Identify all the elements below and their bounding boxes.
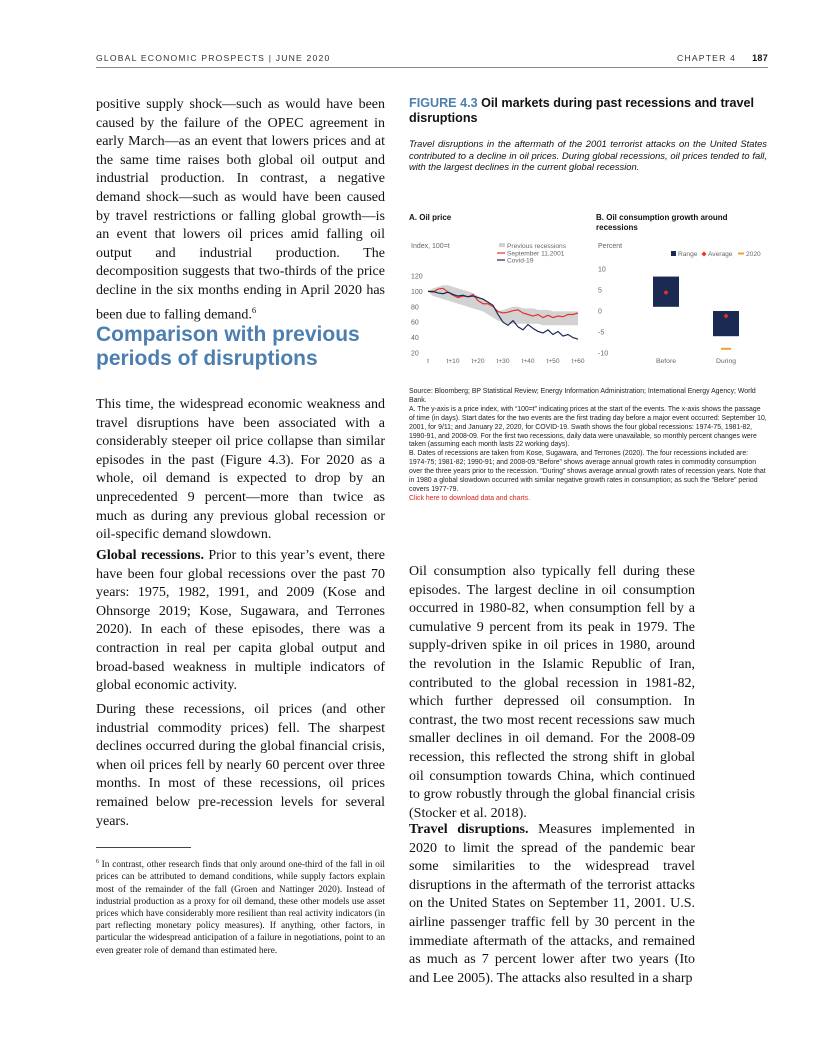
left-paragraph-1 [96,96,385,325]
x-category-label: During [715,358,737,365]
paragraph-text: positive supply shock—such as would have been caused by the failure of the OPEC agreement in early March—as an event that lowers prices and at the same time raises both global oil output and industrial production. In contrast, a negative demand shock—such as would have been caused by travel restrictions or falling global growth—is an event that lowers oil prices amid falling oil output and industrial production. The decomposition suggests that two-thirds of the price decline in the six months ending in April 2020 has been due to falling demand. [96,97,385,323]
legend-previous: Previous recessions [507,243,567,250]
paragraph-text: Measures implemented in 2020 to limit the spread of the pandemic bear some similarities to the widespread travel disruptions in the aftermath of the terrorist attacks on the United States on September 11, 2001. U.S. airline passenger traffic fell by 30 percent in the immediate aftermath of the attacks, and remained as much as 7 percent lower after two years (Ito and Lee 2005). The attacks also resulted in a sharp [409,822,695,986]
figure-subtitle: Travel disruptions in the aftermath of the 2001 terrorist attacks on the United States contributed to a decline in oil prices. During global recessions, oil prices tended to fall, with the largest declines in the current global recession. [409,138,767,173]
legend-average: Average [708,251,733,258]
running-header-title: GLOBAL ECONOMIC PROSPECTS | JUNE 2020 [96,53,331,63]
header-rule [96,67,768,68]
legend-swatch-average [702,252,707,257]
y-tick-label: 80 [411,304,419,312]
footnote-text: In contrast, other research finds that only around one-third of the fall in oil prices can be attributed to demand conditions, while supply factors explain most of the remainder of the fall (Groen and Nattinger 2020). Instead of industrial production as a proxy for oil demand, these other models use asset prices which have considerably more resilient than real activity indicators (in part reflecting monetary policy measures). If anything, other factors, in particular the widespread anticipation of a failure in negotiations, point to an even greater role of demand than estimated here. [96,860,385,956]
x-tick-label: t+50 [546,358,560,365]
x-tick-label: t+20 [471,358,485,365]
legend [497,243,567,265]
x-tick-label: t [427,358,429,365]
y-tick-label: 120 [411,273,423,281]
y-axis-label: Percent [598,243,623,250]
footnote-mark: 6 [96,859,99,865]
legend-swatch-range [671,251,676,256]
x-tick-label: t+60 [571,358,585,365]
paragraph-text: Prior to this year’s event, there have been four global recessions over the past 70 years: 1975, 1982, 1991, and 2009 (Kose and Ohnsorge 2019; Kose, Sugawara, and Terrones 2020). In each of these episodes, there was a contraction in real per capita global output and broad-based weakness in multiple indicators of global economic activity. [96,548,385,694]
note-a: A. The y-axis is a price index, with “100=t” indicating prices at the start of the events. The x-axis shows the passage of time (in days). Start dates for the two events are the first trading day before a major event occurred: September 10, 2001, for 9/11; and January 22, 2020, for COVID-19. Swath shows the four global recessions: 1974-75, 1981-82, 1990-91, and 2008-09. For the first two recessions, daily data were unavailable, so monthly percent changes were taken (assuming each month lasts 22 working days). [409,405,767,449]
figure-title [409,96,769,126]
run-in-heading: Travel disruptions. [409,822,529,837]
oil-price-chart [408,238,594,368]
footnote [96,856,385,957]
legend-sept11: September 11,2001 [507,250,565,258]
source-note: Source: Bloomberg; BP Statistical Review; Energy Information Administration; International Energy Agency; World Bank. [409,388,756,404]
legend-range: Range [678,251,698,258]
x-tick-label: t+40 [521,358,535,365]
paragraph-text: During these recessions, oil prices (and other industrial commodity prices) fell. The sharpest declines occurred during the global financial crisis, when oil prices fell by nearly 60 percent over three months. In most of these recessions, oil prices remained below pre-recession levels for several years. [96,702,385,829]
x-tick-label: t+10 [446,358,460,365]
y-tick-label: 40 [411,335,419,343]
panel-b-title: B. Oil consumption growth around recessions [596,213,728,232]
run-in-heading: Global recessions. [96,548,204,563]
note-b: B. Dates of recessions are taken from Kose, Sugawara, and Terrones (2020). The four recessions included are: 1974-75; 1981-82; 1990-91; and 2008-09.“Before” shows average annual growth rates in commodity consumption over the three years prior to the recession. “During” shows average annual growth rates of recession years. Note that in 1980 a global slowdown occurred with similar negative growth rates in consumption; as such the “Before” period covers 1977-79. [409,450,766,493]
legend-swatch-previous [499,243,505,247]
figure-notes [409,388,767,504]
y-tick-label: -5 [598,329,605,337]
running-header-chapter [677,53,768,63]
paragraph-text: Oil consumption also typically fell during these episodes. The largest decline in oil consumption occurred in 1980-82, when consumption fell by a cumulative 9 percent from its peak in 1979. The supply-driven spike in oil prices in 1980, around the revolution in the Islamic Republic of Iran, contributed to the global recession in 1981-82, which further depressed oil consumption. In contrast, the two most recent recessions saw much smaller declines in oil demand. For the 2008-09 recession, this reflected the strong shift in global oil consumption towards China, which continued to grow robustly through the global financial crisis (Stocker et al. 2018). [409,564,695,821]
x-tick-label: t+30 [496,358,510,365]
y-tick-label: 10 [598,266,606,274]
section-heading: Comparison with previous periods of disruptions [96,323,360,370]
left-paragraph-3 [96,547,385,696]
y-tick-label: 20 [411,350,419,358]
y-tick-label: 100 [411,288,423,296]
legend-covid: Covid-19 [507,257,534,265]
page-number: 187 [752,53,768,63]
left-paragraph-2 [96,396,385,545]
chapter-label: CHAPTER 4 [677,53,737,63]
y-tick-label: 60 [411,319,419,327]
panel-a-title: A. Oil price [409,213,452,222]
y-tick-label: 0 [598,308,602,316]
footnote-ref[interactable]: 6 [251,304,257,315]
previous-recessions-swath [428,285,578,325]
oil-consumption-chart [596,238,768,368]
left-paragraph-4 [96,701,385,831]
x-category-label: Before [655,358,677,365]
footnote-rule [96,847,191,848]
legend [671,251,761,258]
paragraph-text: This time, the widespread economic weakness and travel disruptions have been associated with a considerably steeper oil price collapse than similar episodes in the past (Figure 4.3). For 2020 as a whole, oil demand is expected to drop by an unprecedented 9 percent—more than twice as much as during any previous global recession or oil-specific demand slowdown. [96,397,385,543]
figure-number: FIGURE 4.3 [409,96,478,110]
right-paragraph-2 [409,821,695,988]
y-tick-label: 5 [598,287,602,295]
right-paragraph-1 [409,563,695,823]
y-axis-label: Index, 100=t [411,243,450,250]
legend-2020: 2020 [746,251,761,258]
download-link[interactable]: Click here to download data and charts. [409,494,531,502]
y-tick-label: -10 [598,350,609,358]
figure-title-text: Oil markets during past recessions and travel disruptions [409,96,755,125]
